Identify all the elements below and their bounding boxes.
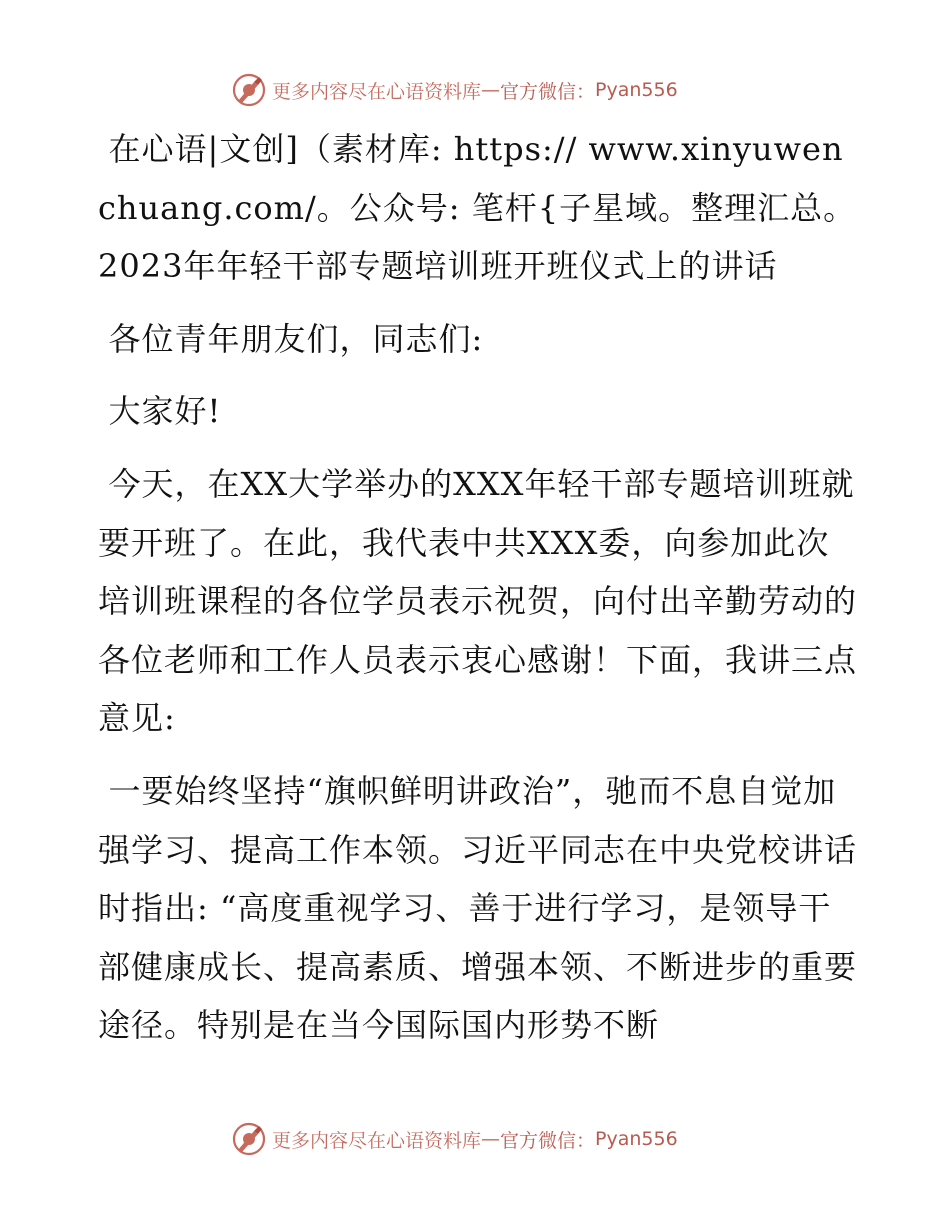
banner-text: 更多内容尽在心语资料库 bbox=[272, 80, 482, 103]
header-banner bbox=[232, 70, 678, 110]
point-one-paragraph: 一要始终坚持“旗帜鲜明讲政治”，驰而不息自觉加强学习、提高工作本领。习近平同志在中央党校讲话时指出: “高度重视学习、善于进行学习，是领导干部健康成长、提高素质、增强本领、不断进步的重要途径。特别是在当今国际国内形势不断 bbox=[98, 771, 858, 1045]
banner-wechat-label: 官方微信： bbox=[500, 80, 596, 103]
footer-banner-text: 更多内容尽在心语资料库 bbox=[272, 1129, 482, 1152]
pen-logo-icon bbox=[232, 1122, 266, 1156]
banner-dash: — bbox=[481, 79, 501, 101]
footer-banner bbox=[232, 1119, 678, 1159]
pen-logo-icon bbox=[232, 73, 266, 107]
greeting: 大家好! bbox=[108, 392, 222, 431]
document-body bbox=[98, 120, 858, 1055]
intro-paragraph: 在心语|文创]（素材库: https:// www.xinyuwenchuang.com/。公众号: 笔杆{子星域。整理汇总。2023年年轻干部专题培训班开班仪式上的讲话 bbox=[98, 130, 857, 286]
opening-paragraph: 今天，在XX大学举办的XXX年轻干部专题培训班就要开班了。在此，我代表中共XXX委，向参加此次培训班课程的各位学员表示祝贺，向付出辛勤劳动的各位老师和工作人员表示衷心感谢！下面，我讲三点意见: bbox=[98, 464, 858, 738]
salutation: 各位青年朋友们，同志们: bbox=[108, 319, 484, 358]
footer-wechat-id: Pyan556 bbox=[595, 1128, 678, 1150]
footer-banner-dash: — bbox=[481, 1128, 501, 1150]
footer-wechat-label: 官方微信： bbox=[500, 1129, 596, 1152]
banner-wechat-id: Pyan556 bbox=[595, 79, 678, 101]
